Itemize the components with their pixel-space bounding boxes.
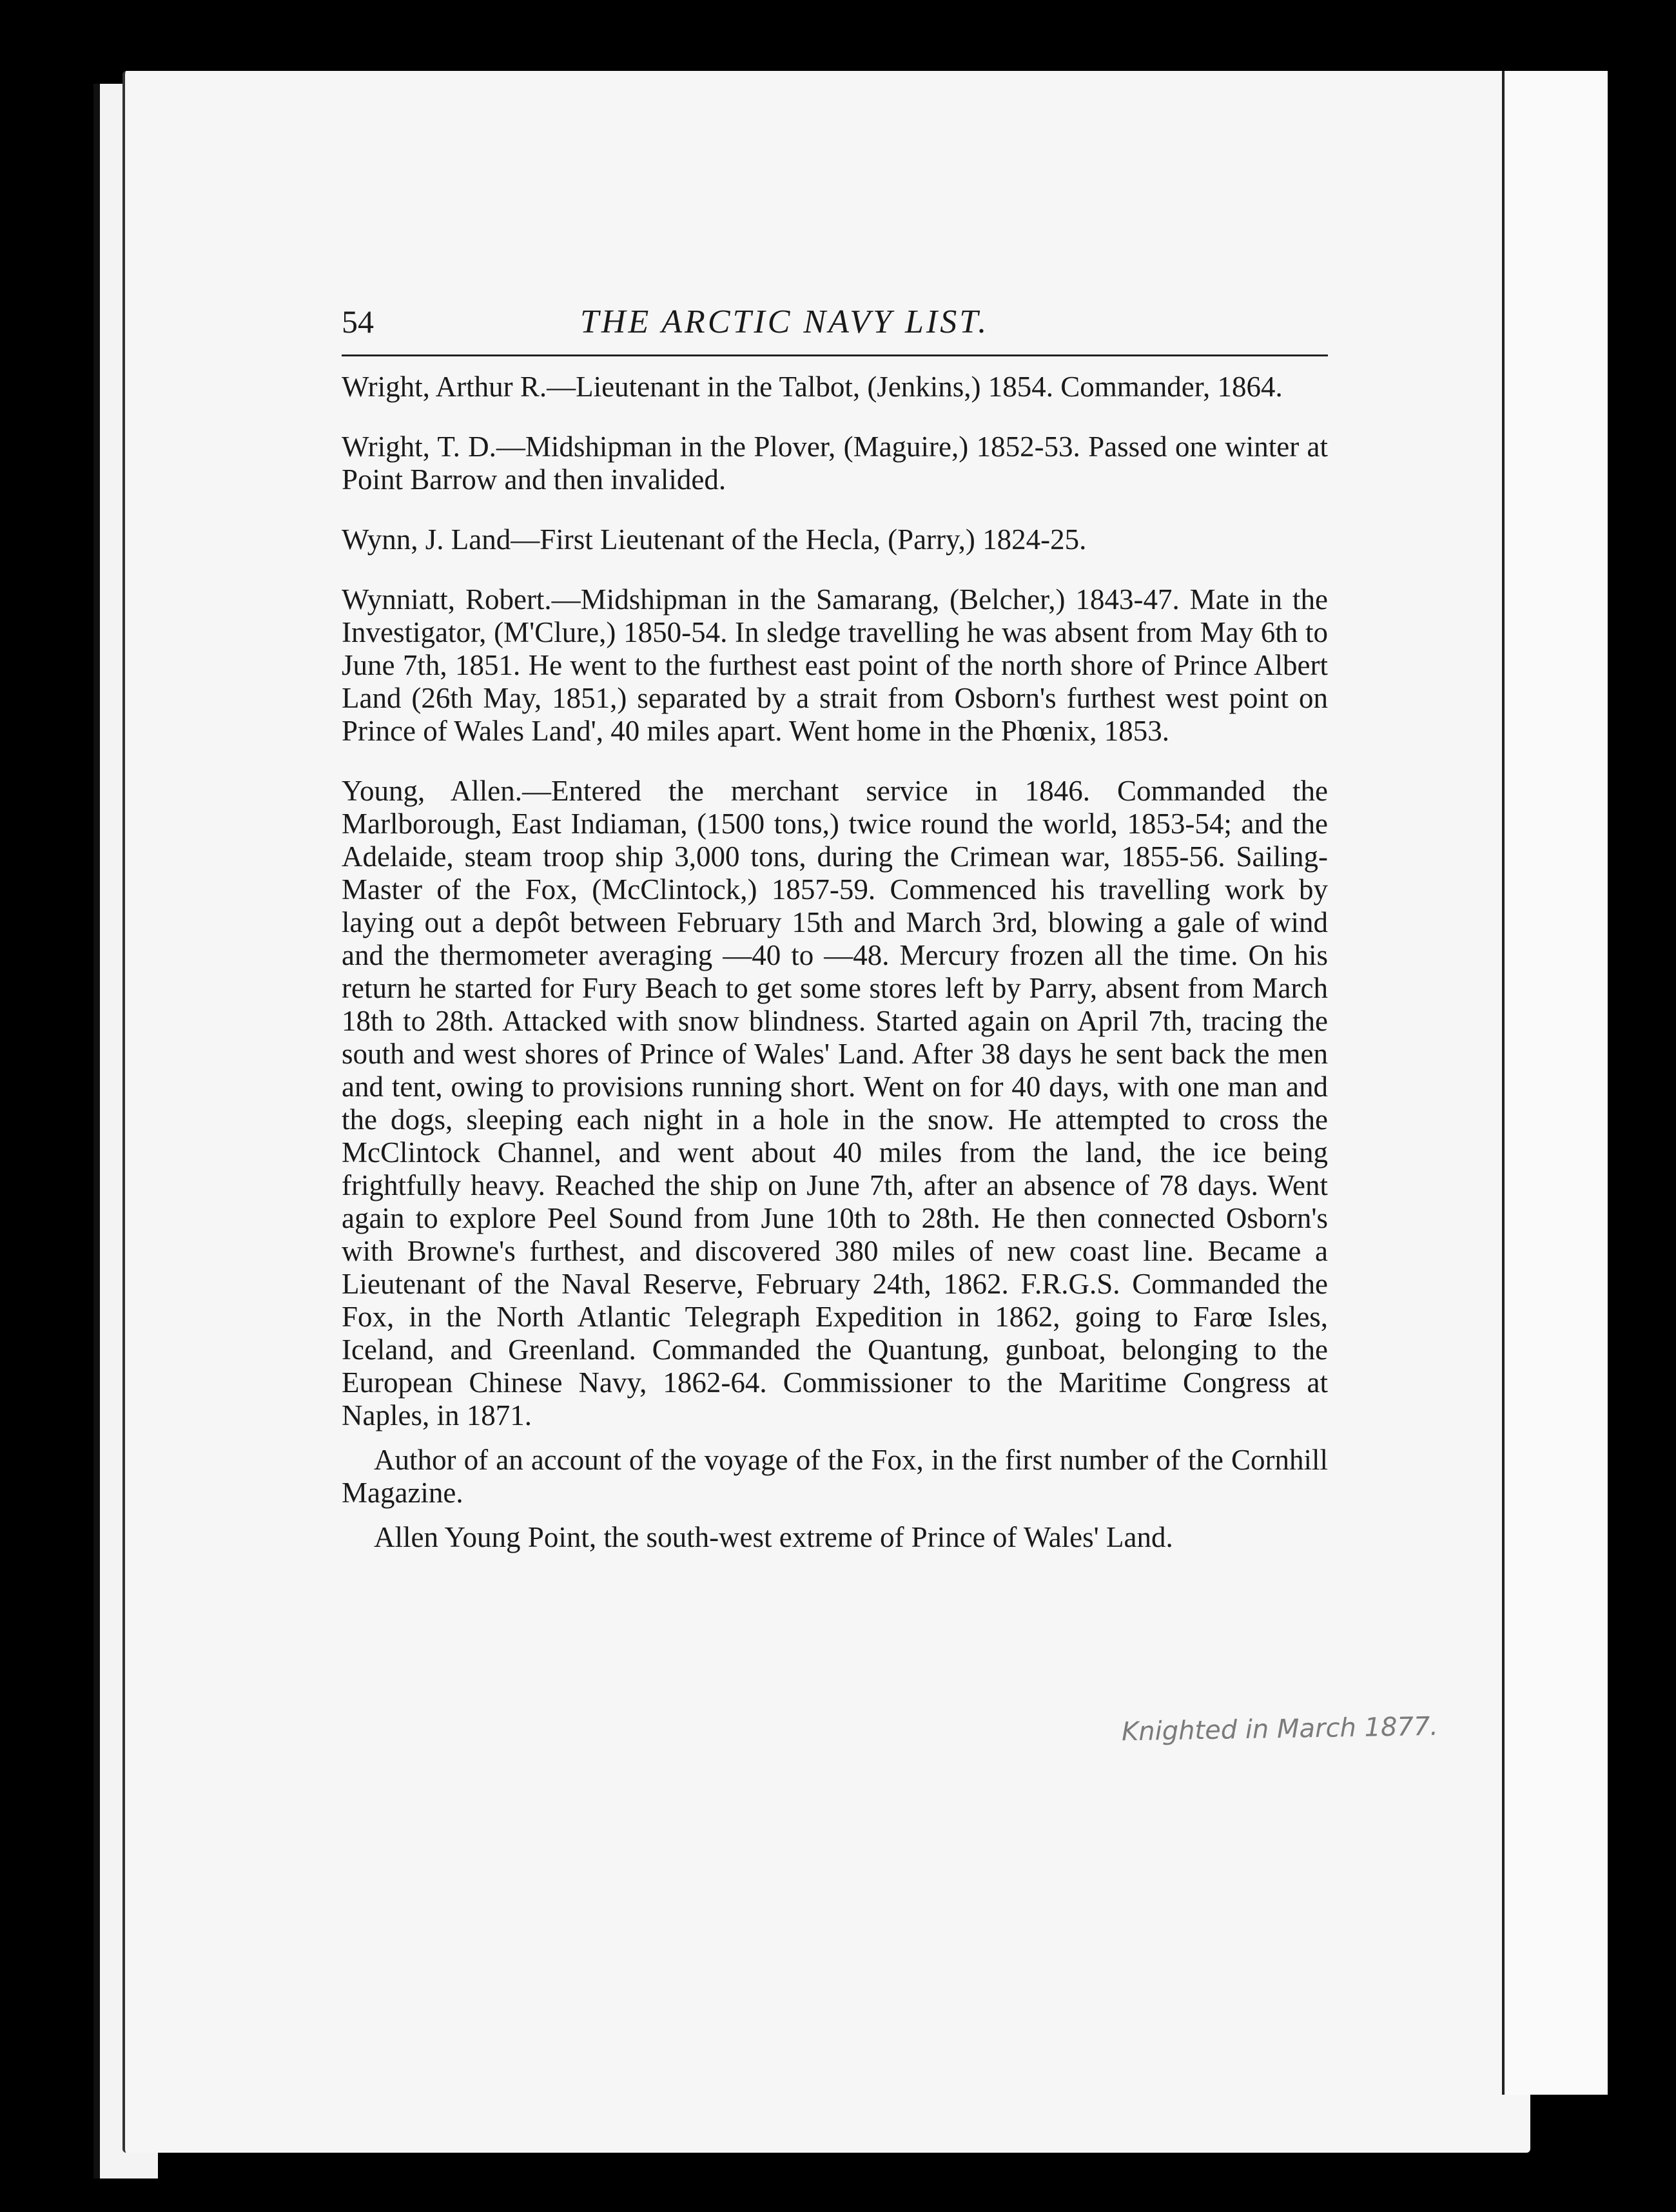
entry-wright-td	[342, 431, 1328, 496]
entry-text: Wright, Arthur R.—Lieutenant in the Talbot, (Jenkins,) 1854. Commander, 1864.	[342, 371, 1283, 403]
entry-wynn	[342, 523, 1328, 556]
page-number: 54	[342, 304, 374, 340]
running-title: THE ARCTIC NAVY LIST.	[580, 304, 989, 340]
page-header	[342, 303, 1328, 348]
next-page-edge	[1502, 71, 1608, 2095]
entry-text: Wynn, J. Land—First Lieutenant of the Hecla, (Parry,) 1824-25.	[342, 523, 1087, 556]
entry-wright-arthur	[342, 371, 1328, 403]
entry-wynniatt	[342, 583, 1328, 748]
page-text	[342, 303, 1328, 1554]
sub-paragraph-author: Author of an account of the voyage of the Fox, in the first number of the Cornhill Magazine.	[342, 1444, 1328, 1509]
header-rule	[342, 354, 1328, 356]
entry-text: Young, Allen.—Entered the merchant service in 1846. Commanded the Marlborough, East Indiaman, (1500 tons,) twice round the world, 1853-54; and the Adelaide, steam troop ship 3,000 tons, during the Crimean war, 1855-56. Sailing-Master of the Fox, (McClintock,) 1857-59. Commenced his travelling work by laying out a depôt between February 15th and March 3rd, blowing a gale of wind and the thermometer averaging —40 to —48. Mercury frozen all the time. On his return he started for Fury Beach to get some stores left by Parry, absent from March 18th to 28th. Attacked with snow blindness. Started again on April 7th, tracing the south and west shores of Prince of Wales' Land. After 38 days he sent back the men and tent, owing to provisions running short. Went on for 40 days, with one man and the dogs, sleeping each night in a hole in the snow. He attempted to cross the McClintock Channel, and went about 40 miles from the land, the ice being frightfully heavy. Reached the ship on June 7th, after an absence of 78 days. Went again to explore Peel Sound from June 10th to 28th. He then connected Osborn's with Browne's furthest, and discovered 380 miles of new coast line. Became a Lieutenant of the Naval Reserve, February 24th, 1862. F.R.G.S. Commanded the Fox, in the North Atlantic Telegraph Expedition in 1862, going to Farœ Isles, Iceland, and Greenland. Commanded the Quantung, gunboat, belonging to the European Chinese Navy, 1862-64. Commissioner to the Maritime Congress at Naples, in 1871.	[342, 775, 1328, 1431]
entry-text: Wright, T. D.—Midshipman in the Plover, (Maguire,) 1852-53. Passed one winter at Point Barrow and then invalided.	[342, 431, 1328, 496]
entry-young	[342, 775, 1328, 1432]
sub-paragraph-point: Allen Young Point, the south-west extreme of Prince of Wales' Land.	[374, 1521, 1173, 1553]
entry-text: Wynniatt, Robert.—Midshipman in the Samarang, (Belcher,) 1843-47. Mate in the Investigator, (M'Clure,) 1850-54. In sledge travelling he was absent from May 6th to June 7th, 1851. He went to the furthest east point of the north shore of Prince Albert Land (26th May, 1851,) separated by a strait from Osborn's furthest west point on Prince of Wales Land', 40 miles apart. Went home in the Phœnix, 1853.	[342, 583, 1328, 747]
handwritten-annotation: Knighted in March 1877.	[1121, 1711, 1439, 1747]
